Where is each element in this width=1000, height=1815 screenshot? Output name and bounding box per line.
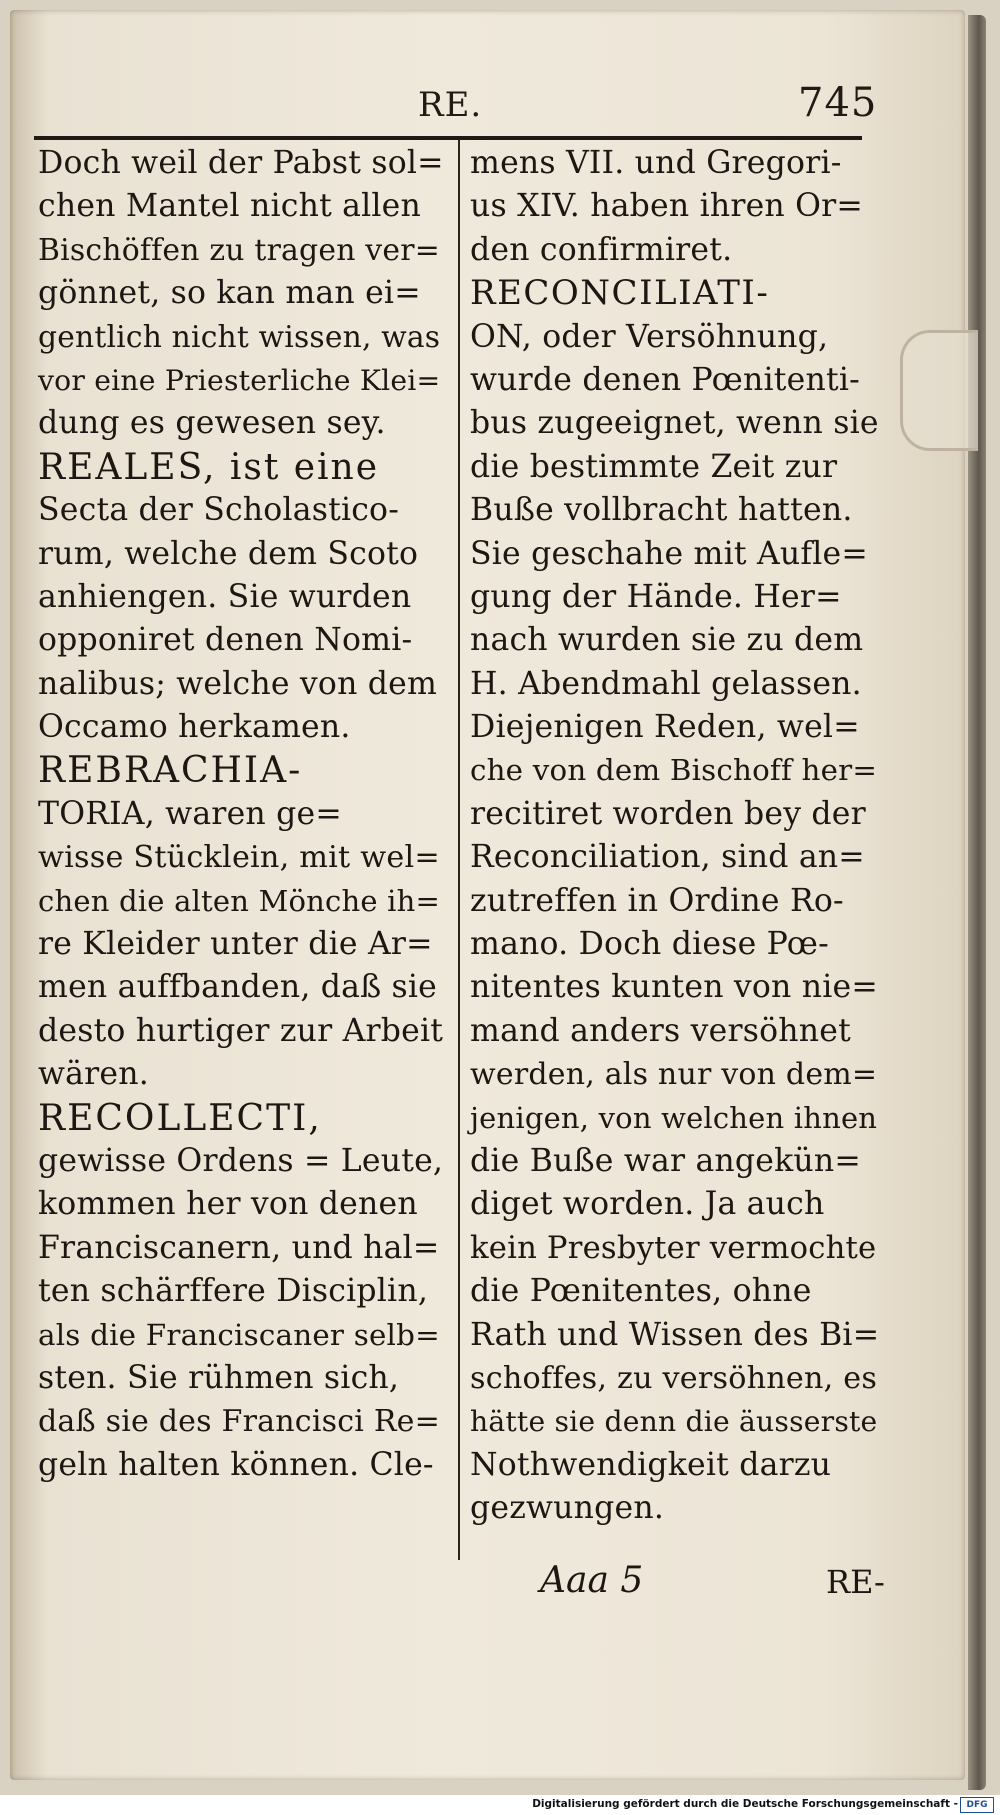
left-column-line: sten. Sie rühmen sich, — [38, 1359, 400, 1396]
right-column-line: che von dem Bischoff her= — [470, 753, 878, 788]
right-column-line: bus zugeeignet, wenn sie — [470, 405, 879, 442]
right-column-line: H. Abendmahl gelassen. — [470, 665, 862, 702]
left-column-line: desto hurtiger zur Arbeit — [38, 1012, 444, 1049]
right-column — [470, 142, 885, 1531]
right-column-line: Sie geschahe mit Aufle= — [470, 535, 868, 572]
right-column-line: werden, als nur von dem= — [470, 1057, 878, 1093]
signature-mark: Aaa 5 — [540, 1560, 644, 1601]
left-column-line: REBRACHIA- — [38, 750, 303, 792]
left-column-line: RECOLLECTI, — [38, 1097, 322, 1139]
running-head: RE. — [418, 85, 483, 125]
right-column-line: gung der Hände. Her= — [470, 578, 842, 615]
page-edge — [968, 15, 986, 1790]
right-column-line: Diejenigen Reden, wel= — [470, 709, 860, 746]
right-column-line: den confirmiret. — [470, 231, 733, 268]
left-column-line: men auffbanden, daß sie — [38, 969, 438, 1006]
right-column-line: die Buße war angekün= — [470, 1142, 861, 1179]
left-column-line: Occamo herkamen. — [38, 709, 351, 746]
right-column-line: mens VII. und Gregori- — [470, 145, 842, 181]
left-column-line: wisse Stücklein, mit wel= — [38, 840, 440, 876]
left-column-line: chen die alten Mönche ih= — [38, 883, 441, 918]
right-column-line: Reconciliation, sind an= — [470, 839, 865, 876]
right-column-line: diget worden. Ja auch — [470, 1186, 825, 1223]
right-column-line: nach wurden sie zu dem — [470, 622, 864, 659]
right-column-line: Buße vollbracht hatten. — [470, 492, 853, 529]
right-column-line: jenigen, von welchen ihnen — [470, 1100, 878, 1135]
right-column-line: gezwungen. — [470, 1490, 665, 1527]
left-column-line: rum, welche dem Scoto — [38, 535, 419, 572]
left-column-line: gentlich nicht wissen, was — [38, 319, 441, 355]
left-column-line: re Kleider unter die Ar= — [38, 926, 433, 963]
right-column-line: RECONCILIATI- — [470, 273, 770, 314]
right-column-line: wurde denen Pœnitenti- — [470, 361, 860, 398]
right-column-line: Nothwendigkeit darzu — [470, 1446, 832, 1483]
right-column-line: Rath und Wissen des Bi= — [470, 1316, 880, 1353]
page-number: 745 — [798, 80, 878, 126]
left-column-line: Franciscanern, und hal= — [38, 1229, 440, 1266]
right-column-line: hätte sie denn die äusserste — [470, 1405, 878, 1439]
left-column-line: kommen her von denen — [38, 1186, 418, 1223]
left-column-line: Secta der Scholastico- — [38, 492, 400, 529]
catchword: RE- — [826, 1563, 885, 1601]
left-column-line: TORIA, waren ge= — [38, 795, 342, 832]
left-column-line: wären. — [38, 1056, 149, 1093]
right-column-line: nitentes kunten von nie= — [470, 969, 878, 1006]
right-column-line: die Pœnitentes, ohne — [470, 1273, 812, 1310]
left-column-line: Bischöffen zu tragen ver= — [38, 232, 440, 268]
left-column-line: dung es gewesen sey. — [38, 405, 386, 442]
left-column-line: anhiengen. Sie wurden — [38, 578, 412, 615]
dfg-logo: DFG — [960, 1797, 994, 1813]
left-column-line: gönnet, so kan man ei= — [38, 275, 421, 312]
right-column-line: mand anders versöhnet — [470, 1012, 851, 1049]
right-column-line: mano. Doch diese Pœ- — [470, 926, 829, 963]
bookmark-ribbon — [900, 330, 978, 451]
left-column-line: Doch weil der Pabst sol= — [38, 145, 444, 181]
left-column-line: als die Franciscaner selb= — [38, 1317, 440, 1352]
left-column-line: opponiret denen Nomi- — [38, 622, 413, 659]
right-column-line: kein Presbyter vermochte — [470, 1230, 877, 1266]
left-column-line: ten schärffere Disciplin, — [38, 1273, 429, 1310]
right-column-line: ON, oder Versöhnung, — [470, 318, 829, 355]
left-column — [38, 142, 448, 1487]
left-column-line: nalibus; welche von dem — [38, 665, 438, 702]
right-column-line: zutreffen in Ordine Ro- — [470, 882, 844, 919]
left-column-line: geln halten können. Cle- — [38, 1446, 434, 1483]
left-column-line: REALES, ist eine — [38, 446, 380, 488]
right-column-line: schoffes, zu versöhnen, es — [470, 1360, 878, 1396]
right-column-line: die bestimmte Zeit zur — [470, 448, 838, 485]
left-column-line: gewisse Ordens = Leute, — [38, 1142, 444, 1179]
right-column-line: recitiret worden bey der — [470, 795, 866, 832]
left-column-line: vor eine Priesterliche Klei= — [38, 363, 441, 397]
header-rule — [34, 136, 862, 140]
left-column-line: daß sie des Francisci Re= — [38, 1404, 441, 1440]
column-divider — [458, 140, 460, 1560]
right-column-line: us XIV. haben ihren Or= — [470, 188, 864, 225]
digitization-credit: Digitalisierung gefördert durch die Deutsche Forschungsgemeinschaft - — [532, 1798, 958, 1810]
left-column-line: chen Mantel nicht allen — [38, 188, 421, 225]
